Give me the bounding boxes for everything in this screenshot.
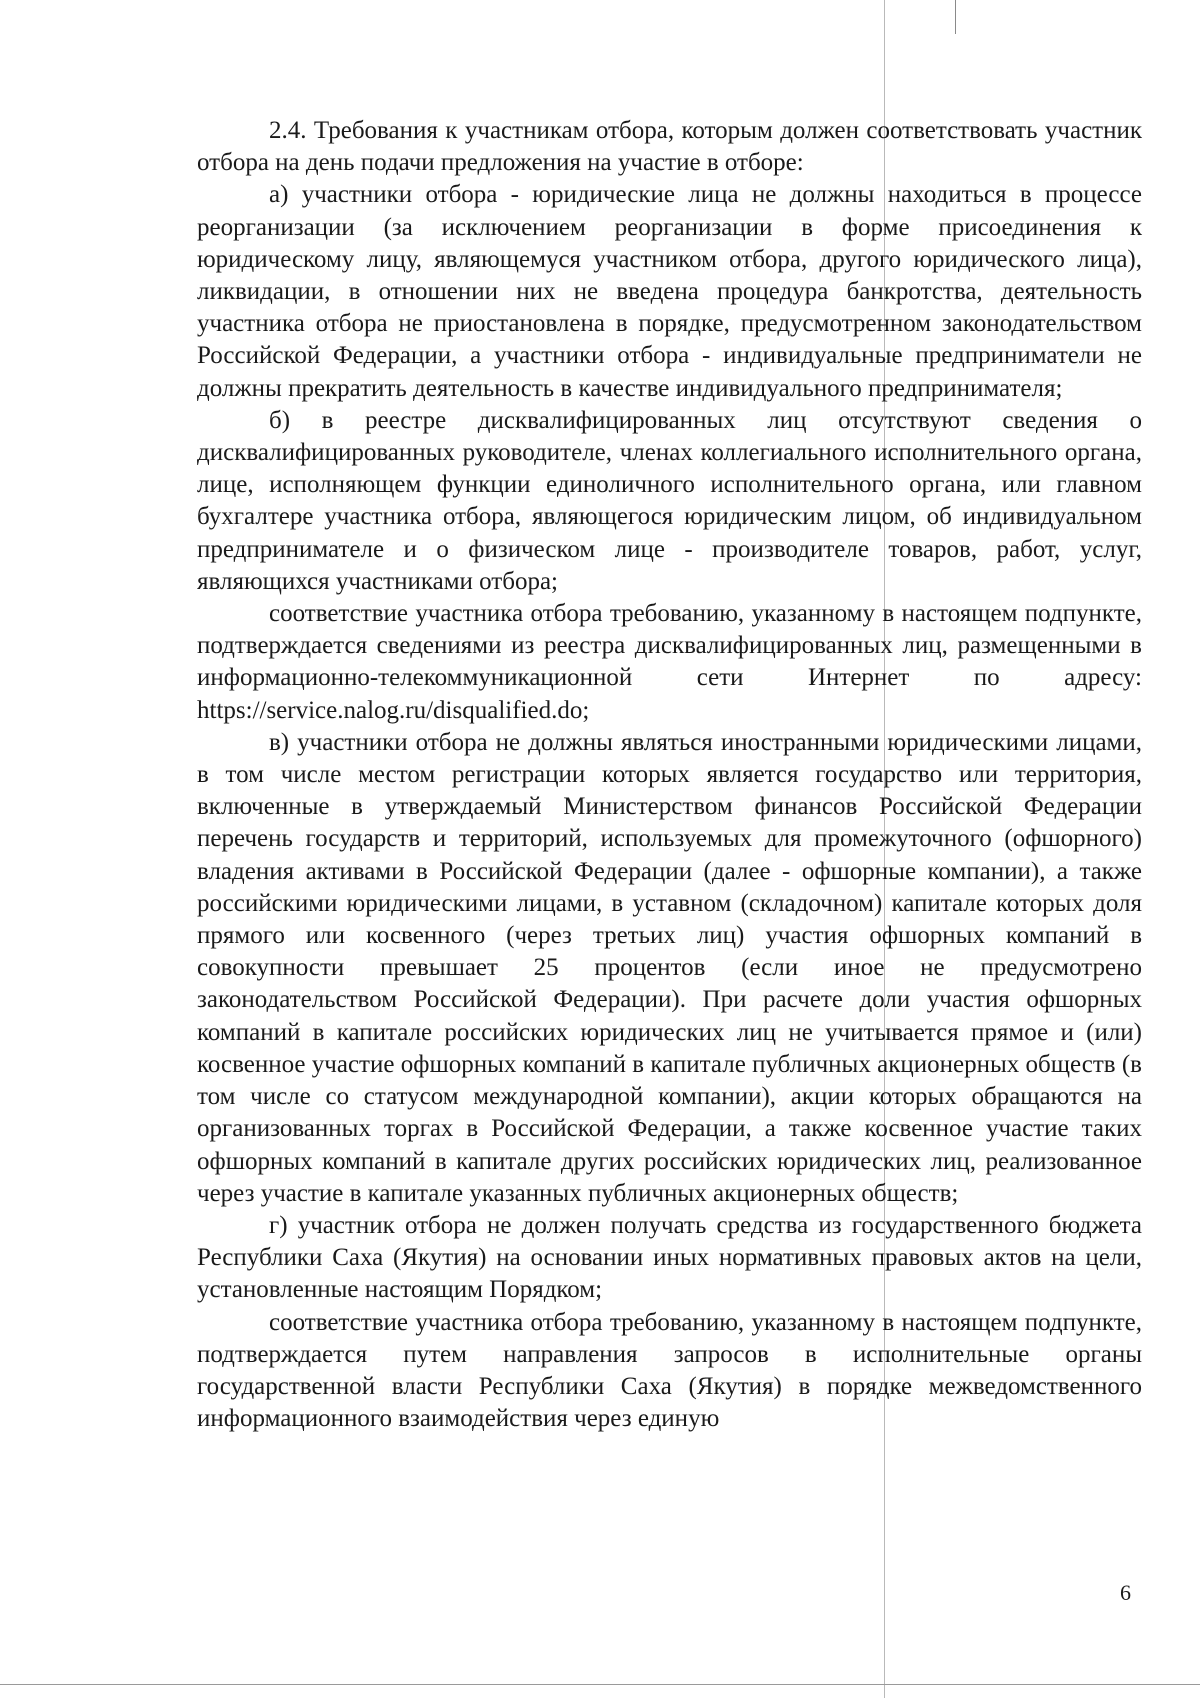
scan-bottom-edge <box>0 1684 1200 1685</box>
paragraph-item-b-compliance: соответствие участника отбора требованию, указанному в настоящем подпункте, подтверждается сведениями из реестра дисквалифицированных лиц, размещенными в информационно-телекоммуникационной сети Интернет по адресу: https://service.nalog.ru/disqualified.do; <box>197 600 1142 724</box>
paragraph-item-g: г) участник отбора не должен получать средства из государственного бюджета Республики Саха (Якутия) на основании иных нормативных правовых актов на цели, установленные настоящим Порядком; <box>197 1211 1142 1304</box>
paragraph-item-a: а) участники отбора - юридические лица не должны находиться в процессе реорганизации (за исключением реорганизации в форме присоединения к юридическому лицу, являющемуся участником отбора, другого юридического лица), ликвидации, в отношении них не введена процедура банкротства, деятельность участника отбора не приостановлена в порядке, предусмотренном законодательством Российской Федерации, а участники отбора - индивидуальные предприниматели не должны прекратить деятельность в качестве индивидуального предпринимателя; <box>197 181 1142 402</box>
document-body <box>197 115 1142 1435</box>
paragraph-requirements-intro: 2.4. Требования к участникам отбора, которым должен соответствовать участник отбора на день подачи предложения на участие в отборе: <box>197 117 1142 177</box>
scan-artifact <box>955 0 956 34</box>
paragraph-item-v: в) участники отбора не должны являться иностранными юридическими лицами, в том числе местом регистрации которых является государство или территория, включенные в утверждаемый Министерством финансов Российской Федерации перечень государств и территорий, используемых для промежуточного (офшорного) владения активами в Российской Федерации (далее - офшорные компании), а также российскими юридическими лицами, в уставном (складочном) капитале которых доля прямого или косвенного (через третьих лиц) участия офшорных компаний в совокупности превышает 25 процентов (если иное не предусмотрено законодательством Российской Федерации). При расчете доли участия офшорных компаний в капитале российских юридических лиц не учитывается прямое и (или) косвенное участие офшорных компаний в капитале публичных акционерных обществ (в том числе со статусом международной компании), акции которых обращаются на организованных торгах в Российской Федерации, а также косвенное участие таких офшорных компаний в капитале других российских юридических лиц, реализованное через участие в капитале указанных публичных акционерных обществ; <box>197 728 1142 1207</box>
paragraph-item-b: б) в реестре дисквалифицированных лиц отсутствуют сведения о дисквалифицированных руководителе, членах коллегиального исполнительного органа, лице, исполняющем функции единоличного исполнительного органа, или главном бухгалтере участника отбора, являющегося юридическим лицом, об индивидуальном предпринимателе и о физическом лице - производителе товаров, работ, услуг, являющихся участниками отбора; <box>197 406 1142 595</box>
page-number: 6 <box>1120 1580 1131 1605</box>
paragraph-item-g-compliance: соответствие участника отбора требованию, указанному в настоящем подпункте, подтверждается путем направления запросов в исполнительные органы государственной власти Республики Саха (Якутия) в порядке межведомственного информационного взаимодействия через единую <box>197 1308 1142 1433</box>
